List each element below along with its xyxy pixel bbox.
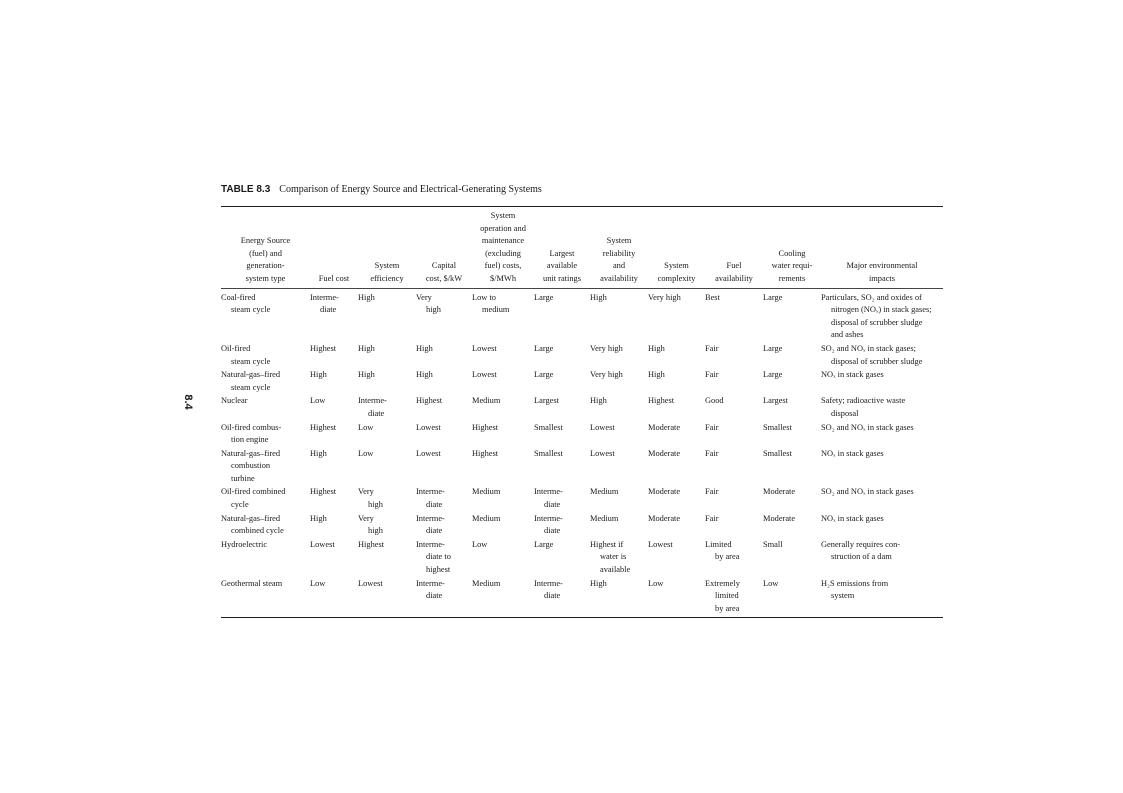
cell-cooling-water: Low: [763, 578, 779, 588]
cell-om-costs: Highest: [472, 422, 499, 432]
cell-unit-ratings: Large: [534, 539, 554, 549]
table-caption: [221, 184, 943, 195]
cell-fuel-availability: Fair: [705, 343, 719, 353]
cell-complexity: Very high: [648, 292, 681, 302]
col-header-energy-source: Energy Source (fuel) and generation- system type: [221, 207, 310, 289]
cell-fuel-availability: Fair: [705, 448, 719, 458]
table-title: Comparison of Energy Source and Electrical-Generating Systems: [279, 184, 542, 195]
cell-unit-ratings: Large: [534, 343, 554, 353]
col-header-cooling-water: Cooling water requi- rements: [763, 207, 821, 289]
table-row: [221, 538, 943, 577]
cell-om-costs: Medium: [472, 487, 501, 497]
table-row: [221, 512, 943, 538]
cell-om-costs: Lowest: [472, 343, 497, 353]
cell-reliability: High: [590, 292, 607, 302]
table-row: [221, 447, 943, 486]
cell-energy-source: Natural-gas–fired combustion turbine: [221, 448, 281, 483]
cell-complexity: High: [648, 370, 665, 380]
cell-system-efficiency: High: [358, 343, 375, 353]
cell-environmental-impacts: Safety; radioactive waste disposal: [821, 396, 906, 418]
cell-system-efficiency: Interme- diate: [358, 396, 387, 418]
cell-capital-cost: Lowest: [416, 448, 441, 458]
table-row: [221, 577, 943, 618]
col-header-reliability: System reliability and availability: [590, 207, 648, 289]
comparison-table: [221, 206, 943, 618]
col-header-environmental-impacts: Major environmental impacts: [821, 207, 943, 289]
cell-system-efficiency: Lowest: [358, 578, 383, 588]
cell-system-efficiency: Low: [358, 448, 374, 458]
table-row: [221, 288, 943, 342]
cell-unit-ratings: Interme- diate: [534, 513, 563, 536]
cell-reliability: Medium: [590, 513, 619, 523]
cell-cooling-water: Largest: [763, 396, 788, 406]
cell-om-costs: Medium: [472, 513, 501, 523]
cell-unit-ratings: Largest: [534, 396, 559, 406]
cell-unit-ratings: Smallest: [534, 448, 563, 458]
cell-system-efficiency: Very high: [358, 487, 383, 510]
cell-environmental-impacts: SO₂ and NOₓ in stack gases: [821, 487, 914, 497]
cell-environmental-impacts: Particulars, SO₂ and oxides of nitrogen (NOₓ) in stack gases; disposal of scrubber sludge and ashes: [821, 292, 932, 340]
cell-reliability: Lowest: [590, 448, 615, 458]
cell-fuel-cost: High: [310, 448, 327, 458]
cell-cooling-water: Small: [763, 539, 783, 549]
cell-cooling-water: Large: [763, 370, 783, 380]
col-header-unit-ratings: Largest available unit ratings: [534, 207, 590, 289]
cell-capital-cost: Highest: [416, 396, 443, 406]
col-header-system-efficiency: System efficiency: [358, 207, 416, 289]
cell-environmental-impacts: Generally requires con- struction of a dam: [821, 539, 901, 562]
cell-system-efficiency: Very high: [358, 513, 383, 536]
cell-reliability: High: [590, 578, 607, 588]
cell-reliability: Medium: [590, 487, 619, 497]
table-row: [221, 342, 943, 368]
table-row: [221, 394, 943, 420]
cell-complexity: Moderate: [648, 448, 681, 458]
cell-fuel-cost: Lowest: [310, 539, 335, 549]
cell-fuel-cost: Low: [310, 578, 326, 588]
cell-unit-ratings: Large: [534, 292, 554, 302]
col-header-om-costs: System operation and maintenance (excluding fuel) costs, $/MWh: [472, 207, 534, 289]
cell-complexity: Moderate: [648, 422, 681, 432]
col-header-capital-cost: Capital cost, $/kW: [416, 207, 472, 289]
cell-energy-source: Hydroelectric: [221, 539, 268, 549]
cell-energy-source: Oil-fired combined cycle: [221, 487, 286, 510]
cell-fuel-cost: High: [310, 370, 327, 380]
col-header-fuel-cost: Fuel cost: [310, 207, 358, 289]
cell-fuel-availability: Good: [705, 396, 724, 406]
cell-complexity: Lowest: [648, 539, 673, 549]
col-header-complexity: System complexity: [648, 207, 705, 289]
cell-capital-cost: Interme- diate to highest: [416, 539, 451, 575]
cell-capital-cost: Interme- diate: [416, 487, 445, 510]
cell-energy-source: Natural-gas–fired steam cycle: [221, 370, 281, 392]
cell-om-costs: Low to medium: [472, 292, 510, 315]
cell-fuel-availability: Limited by area: [705, 539, 740, 562]
cell-reliability: Lowest: [590, 422, 615, 432]
cell-system-efficiency: Highest: [358, 539, 385, 549]
cell-environmental-impacts: H₂S emissions from system: [821, 578, 889, 601]
cell-fuel-availability: Fair: [705, 422, 719, 432]
cell-complexity: Moderate: [648, 487, 681, 497]
cell-fuel-availability: Fair: [705, 513, 719, 523]
cell-fuel-cost: Highest: [310, 422, 337, 432]
cell-cooling-water: Moderate: [763, 513, 796, 523]
cell-capital-cost: Lowest: [416, 422, 441, 432]
cell-environmental-impacts: NOₓ in stack gases: [821, 448, 884, 458]
cell-om-costs: Highest: [472, 448, 499, 458]
cell-cooling-water: Moderate: [763, 487, 796, 497]
cell-complexity: Low: [648, 578, 664, 588]
cell-unit-ratings: Smallest: [534, 422, 563, 432]
cell-capital-cost: Interme- diate: [416, 578, 445, 601]
cell-environmental-impacts: NOₓ in stack gases: [821, 370, 884, 380]
cell-capital-cost: Very high: [416, 292, 441, 315]
cell-om-costs: Lowest: [472, 370, 497, 380]
cell-om-costs: Medium: [472, 396, 501, 406]
cell-unit-ratings: Interme- diate: [534, 487, 563, 510]
cell-environmental-impacts: NOₓ in stack gases: [821, 513, 884, 523]
cell-fuel-cost: Highest: [310, 343, 337, 353]
cell-complexity: High: [648, 343, 665, 353]
cell-om-costs: Low: [472, 539, 488, 549]
cell-unit-ratings: Large: [534, 370, 554, 380]
cell-system-efficiency: Low: [358, 422, 374, 432]
page-number: 8.4: [182, 394, 194, 410]
cell-reliability: Very high: [590, 370, 623, 380]
cell-reliability: Very high: [590, 343, 623, 353]
table-header-row: [221, 207, 943, 289]
cell-energy-source: Natural-gas–fired combined cycle: [221, 513, 284, 536]
cell-unit-ratings: Interme- diate: [534, 578, 563, 601]
cell-om-costs: Medium: [472, 578, 501, 588]
cell-complexity: Moderate: [648, 513, 681, 523]
cell-energy-source: Oil-fired steam cycle: [221, 343, 271, 366]
cell-fuel-availability: Fair: [705, 370, 719, 380]
cell-reliability: Highest if water is available: [590, 539, 631, 575]
cell-energy-source: Nuclear: [221, 396, 248, 406]
cell-system-efficiency: High: [358, 292, 375, 302]
cell-energy-source: Coal-fired steam cycle: [221, 292, 271, 315]
table-row: [221, 421, 943, 447]
table-label: TABLE 8.3: [221, 184, 271, 195]
table-row: [221, 368, 943, 394]
cell-fuel-cost: High: [310, 513, 327, 523]
cell-cooling-water: Smallest: [763, 448, 792, 458]
cell-fuel-availability: Fair: [705, 487, 719, 497]
cell-cooling-water: Large: [763, 343, 783, 353]
table-row: [221, 485, 943, 511]
cell-system-efficiency: High: [358, 370, 375, 380]
cell-capital-cost: Interme- diate: [416, 513, 445, 536]
cell-energy-source: Oil-fired combus- tion engine: [221, 422, 282, 445]
cell-environmental-impacts: SO₂ and NOₓ in stack gases: [821, 422, 914, 432]
cell-fuel-availability: Extremely limited by area: [705, 578, 740, 613]
cell-environmental-impacts: SO₂ and NOₓ in stack gases; disposal of scrubber sludge: [821, 343, 923, 366]
cell-fuel-cost: Highest: [310, 487, 337, 497]
col-header-fuel-availability: Fuel availability: [705, 207, 763, 289]
cell-cooling-water: Smallest: [763, 422, 792, 432]
cell-fuel-cost: Low: [310, 396, 326, 406]
cell-fuel-cost: Interme- diate: [310, 292, 339, 315]
cell-energy-source: Geothermal steam: [221, 578, 283, 588]
cell-reliability: High: [590, 396, 607, 406]
cell-capital-cost: High: [416, 370, 433, 380]
cell-fuel-availability: Best: [705, 292, 720, 302]
cell-capital-cost: High: [416, 343, 433, 353]
cell-complexity: Highest: [648, 396, 675, 406]
cell-cooling-water: Large: [763, 292, 783, 302]
